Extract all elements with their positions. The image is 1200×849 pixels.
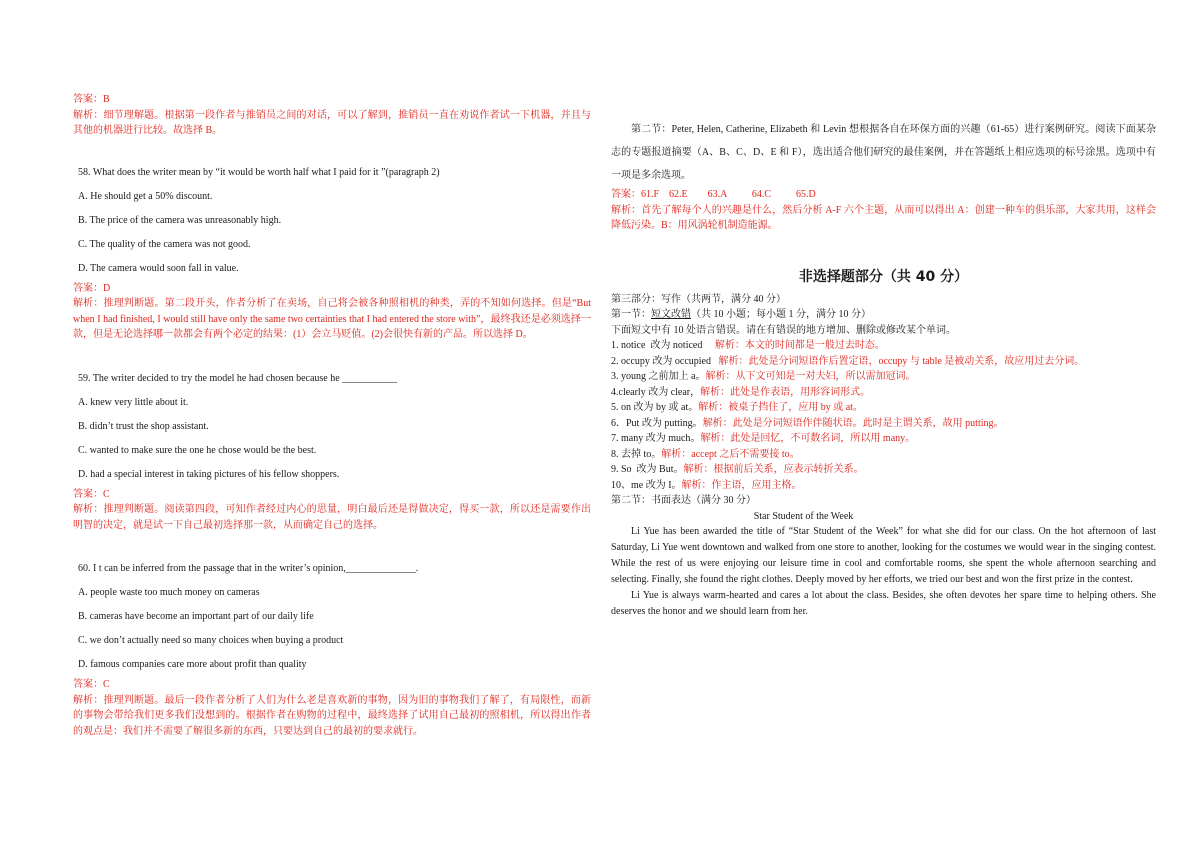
q59-option-d: D. had a special interest in taking pictures of his fellow shoppers. [78,468,340,480]
correction-analysis: 解析：根据前后关系，应表示转折关系。 [683,464,864,475]
q58-option-c: C. The quality of the camera was not good. [78,238,251,250]
correction-analysis: 解析：作主语，应用主格。 [681,479,802,491]
q58-option-d: D. The camera would soon fall in value. [78,262,239,274]
correction-analysis: 解析：本文的时间都是一般过去时态。 [714,340,885,351]
correction-analysis: 解析：此处是分词短语作后置定语，occupy 与 table 是被动关系，故应用过去分词。 [718,355,1085,367]
q58-option-a: A. He should get a 50% discount. [78,190,213,202]
q60-option-d: D. famous companies care more about profit than quality [78,659,307,670]
correction-analysis: 解析：此处是回忆，不可数名词，所以用 many。 [700,433,916,444]
q60-option-a: A. people waste too much money on cameras [78,587,260,598]
q57-analysis: 解析：细节理解题。根据第一段作者与推销员之间的对话，可以了解到，推销员一直在劝说作者试一下机器，并且与其他的机器进行比较。故选择 B。 [73,109,591,136]
correction-text: 9. So 改为 But。 [611,464,684,475]
correction-text: 5. on 改为 by 或 at。 [611,402,699,413]
q60-answer: 答案：C [73,679,110,690]
correction-text: 2. occupy 改为 occupied [611,355,719,367]
section2-analysis: 解析：首先了解每个人的兴趣是什么，然后分析 A-F 六个主题，从而可以得出 A：创建一种车的俱乐部，大家共用，这样会降低污染。B：用风涡轮机制造能源。 [611,204,1156,231]
correction-item [611,416,1156,432]
q60-option-b: B. cameras have become an important part of our daily life [78,611,314,622]
q59-answer: 答案：C [73,488,110,500]
q57-answer: 答案：B [73,94,110,105]
correction-item [611,385,1156,401]
sec1-instructions: 下面短文中有 10 处语言错误。请在有错误的地方增加、删除或修改某个单词。 [611,324,956,336]
essay-title: Star Student of the Week [753,510,854,522]
left-column [73,92,591,739]
q59-option-c: C. wanted to make sure the one he chose would be the best. [78,444,317,456]
correction-text: 1. notice 改为 noticed [611,340,715,351]
q58-option-b: B. The price of the camera was unreasonably high. [78,214,282,226]
correction-analysis: 解析：被桌子挡住了，应用 by 或 at。 [698,402,863,413]
sec1-underlined: 短文改错 [651,309,691,320]
q59-analysis: 解析：推理判断题。阅读第四段，可知作者经过内心的思量，明白最后还是得做决定，得买一款，所以还是需要作出明智的决定，就是试一下自己最初选择那一款，从而确定自己的选择。 [73,504,591,531]
q59-question: 59. The writer decided to try the model he had chosen because he ___________ [78,372,398,384]
part-title: 非选择题部分（共 40 分） [798,268,969,285]
correction-analysis: 解析：从下文可知是一对夫妇，所以需加冠词。 [705,371,916,382]
correction-item [611,431,1156,447]
sec2-writing-heading: 第二节：书面表达（满分 30 分） [611,495,756,506]
right-column [611,118,1156,620]
correction-item [611,400,1156,416]
correction-text: 3. young 之前加上 a。 [611,371,706,382]
correction-text: 8. 去掉 to。 [611,448,662,460]
correction-text: 10、me 改为 I。 [611,479,682,491]
essay-paragraph-1: Li Yue has been awarded the title of “Star Student of the Week” for what she did for our class. On the hot afternoon of last Saturday, Li Yue went downtown and walked from one store to another, looking for the costumes we would wear in the singing contest. While the rest of us were enjoying our leisure time in cool and comfortable rooms, she spent the whole afternoon searching and selecting. Finally, she found the right clothes. Deeply moved by her efforts, we tried our best and won the first prize in the contest. [611,526,1156,585]
q59-option-a: A. knew very little about it. [78,396,189,408]
correction-text: 6．Put 改为 putting。 [611,417,703,429]
correction-text: 4.clearly 改为 clear， [611,386,701,398]
sec1-heading [611,307,1156,323]
section2-answer: 答案：61.F 62.E 63.A 64.C 65.D [611,189,816,200]
q58-answer: 答案：D [73,282,111,294]
q59-option-b: B. didn’t trust the shop assistant. [78,420,209,432]
correction-text: 7. many 改为 much。 [611,433,701,444]
q58-analysis: 解析：推理判断题。第二段开头，作者分析了在卖场，自己将会被各种照相机的种类，弄的不知如何选择。但是“But when I had finished, I would still have only the same two certainties that I had entered the store with”，最终我还是必须选择一款，但是无论选择哪一款都会有两个必定的结果：(1）会立马贬值。(2)会很快有新的产品。所以选择 D。 [73,298,591,340]
correction-item [611,447,1156,463]
correction-analysis: 解析：此处是分词短语作伴随状语。此时是主谓关系，故用 putting。 [702,417,1004,429]
q60-option-c: C. we don’t actually need so many choices when buying a product [78,635,344,646]
q60-question: 60. I t can be inferred from the passage that in the writer’s opinion,______________. [78,563,419,574]
sec1-suffix: （共 10 小题；每小题 1 分，满分 10 分） [691,309,871,320]
correction-analysis: 解析：此处是作表语，用形容词形式。 [700,386,871,398]
q60-analysis: 解析：推理判断题。最后一段作者分析了人们为什么老是喜欢新的事物，因为旧的事物我们了解了，有局限性，而新的事物会带给我们更多我们没想到的。根据作者在购物的过程中，最终选择了试用自己最初的照相机，所以得出作者的观点是：我们并不需要了解很多新的东西，只要达到自己的最初的要求就行。 [73,694,591,737]
correction-item [611,462,1156,478]
essay-paragraph-2: Li Yue is always warm-hearted and cares a lot about the class. Besides, she often devotes her spare time to helping others. She deserves the honor and we should learn from her. [611,590,1156,617]
correction-item [611,478,1156,494]
correction-item [611,369,1156,385]
correction-analysis: 解析：accept 之后不需要接 to。 [661,448,800,460]
correction-item [611,354,1156,370]
correction-item [611,338,1156,354]
part3-heading: 第三部分：写作（共两节，满分 40 分） [611,293,786,305]
section2-intro: 第二节：Peter, Helen, Catherine, Elizabeth 和 Levin 想根据各自在环保方面的兴趣（61-65）进行案例研究。阅读下面某杂志的专题报道摘要（A、B、C、D、E 和 F），选出适合他们研究的最佳案例，并在答题纸上相应选项的标号涂黑。选项中有一项是多余选项。 [611,124,1156,181]
q58-question: 58. What does the writer mean by “it would be worth half what I paid for it ”(paragraph 2) [78,166,440,178]
sec1-prefix: 第一节： [611,309,651,320]
